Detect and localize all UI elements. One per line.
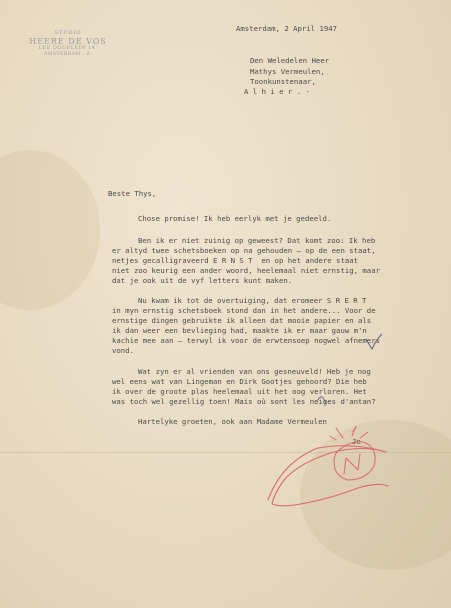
- body-paragraph-1: Chose promise! Ik heb eerlyk met je gedeeld.: [138, 214, 332, 223]
- body-line: in myn ernstig schetsboek stond dan in het andere... Voor de: [112, 306, 376, 315]
- letterhead-address: LEE DOUPLEIN 14': [38, 44, 98, 51]
- body-line: netjes gecalligraveerd E R N S T en op het andere staat: [112, 256, 359, 265]
- letter-date: Amsterdam, 2 April 1947: [236, 24, 338, 33]
- recipient-line: A l h i e r . -: [244, 87, 310, 96]
- body-line: ernstige dingen gebruikte ik alleen dat mooie papier en als: [112, 316, 372, 325]
- body-line: Wat zyn er al vrienden van ons gesneuveld! Heb je nog: [138, 367, 371, 376]
- signature-initial-n: [344, 454, 360, 474]
- body-line: dat je ook uit de vyf letters kunt maken.: [112, 276, 293, 285]
- body-line: kachie mee aan — terwyl ik voor de erwtensoep nogwel afnemers: [112, 336, 380, 345]
- body-line: er altyd twee schetsboeken op na gehouden — op de een staat,: [112, 246, 376, 255]
- body-line: niet zoo keurig een ander woord, heelemaal niet ernstig, maar: [112, 266, 380, 275]
- salutation: Beste Thys,: [108, 189, 157, 198]
- closing: Hartelyke groeten, ook aan Madame Vermeulen: [138, 417, 327, 426]
- letterhead-studio: STUDIO: [54, 30, 82, 36]
- letterhead-city: AMSTERDAM - Z.: [44, 51, 92, 57]
- pen-correction-mark: [318, 397, 326, 404]
- red-pencil-signature: [268, 426, 388, 506]
- recipient-line: Toonkunstenaar,: [250, 77, 316, 86]
- recipient-line: Mathys Vermeulen,: [250, 67, 325, 76]
- body-line: Ben ik er niet zuinig op geweest? Dat komt zoo: Ik heb: [138, 236, 376, 245]
- letterhead-name: HEERE DE VOS: [29, 36, 107, 46]
- body-line: ik dan weer een bevlieging had, maakte ik er maar gauw m'n: [112, 326, 367, 335]
- pen-tick-mark: [366, 334, 382, 349]
- body-line: was toch wel gezellig toen! Mais où sont les neiges d'antan?: [112, 397, 376, 406]
- signature-swoosh: [268, 446, 388, 506]
- signoff: Je: [352, 437, 361, 446]
- body-line: vond.: [112, 346, 134, 355]
- body-line: Nu kwam ik tot de overtuiging, dat eromeer S R E R T: [138, 296, 367, 305]
- recipient-line: Den Weledelen Heer: [250, 56, 330, 65]
- body-line: wel eens wat van Lingeman en Dirk Gootjes gehoord? Die heb: [112, 377, 367, 386]
- body-line: ik over de groote plas heelemaal uit het oog verloren. Het: [112, 387, 367, 396]
